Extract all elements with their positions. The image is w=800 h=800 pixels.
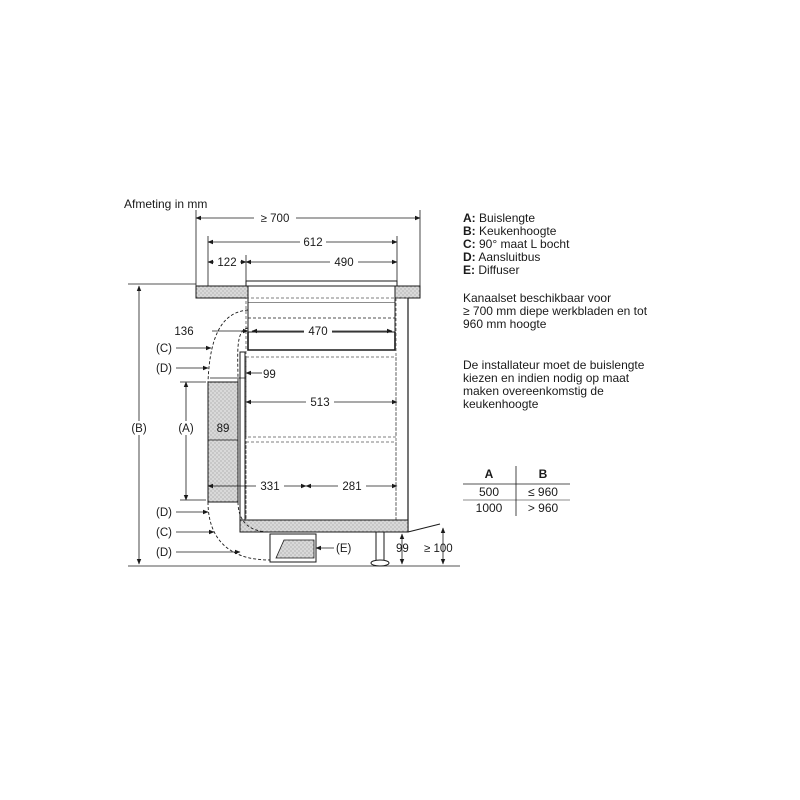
label-A: (A) bbox=[178, 423, 194, 435]
legend-item-A: A: Buislengte bbox=[463, 211, 536, 225]
dim-hob-body: 490 bbox=[334, 257, 354, 269]
legend-item-E: E: Diffuser bbox=[463, 263, 520, 277]
table-header-B: B bbox=[538, 467, 548, 481]
dim-duct-offset: 136 bbox=[174, 326, 194, 338]
label-D-bottom-2: (D) bbox=[156, 547, 172, 559]
label-B: (B) bbox=[131, 423, 147, 435]
dim-bottom-281: 281 bbox=[342, 481, 362, 493]
dim-duct-89: 89 bbox=[216, 423, 230, 435]
note-kanaalset bbox=[463, 291, 648, 331]
table-header-A: A bbox=[484, 467, 494, 481]
dim-hob-width: 612 bbox=[303, 237, 323, 249]
note-installateur-line-3: maken overeenkomstig de bbox=[463, 384, 604, 398]
label-C-top: (C) bbox=[156, 343, 172, 355]
cabinet-bottom-shelf bbox=[240, 520, 408, 532]
label-E: (E) bbox=[336, 543, 352, 555]
legend-item-C: C: 90° maat L bocht bbox=[463, 237, 570, 251]
note-kanaalset-line-1: Kanaalset beschikbaar voor bbox=[463, 291, 612, 305]
legend-item-B: B: Keukenhoogte bbox=[463, 224, 557, 238]
dim-bottom-331: 331 bbox=[260, 481, 280, 493]
note-kanaalset-line-3: 960 mm hoogte bbox=[463, 317, 547, 331]
hob-body bbox=[248, 286, 395, 303]
legend bbox=[463, 211, 570, 277]
dim-plinth-100: ≥ 100 bbox=[424, 543, 453, 555]
dim-unit-513: 513 bbox=[310, 397, 330, 409]
drawing-title: Afmeting in mm bbox=[124, 197, 208, 211]
label-D-top: (D) bbox=[156, 363, 172, 375]
note-kanaalset-line-2: ≥ 700 mm diepe werkbladen en tot bbox=[463, 304, 648, 318]
length-height-table bbox=[463, 466, 570, 516]
table-cell: 500 bbox=[478, 485, 500, 499]
duct-pipe bbox=[208, 382, 238, 502]
dim-depth-total: ≥ 700 bbox=[260, 213, 290, 225]
dim-plinth-99: 99 bbox=[396, 543, 409, 555]
dim-gap-99: 99 bbox=[263, 369, 276, 381]
note-installateur bbox=[463, 358, 645, 411]
dim-unit-470: 470 bbox=[308, 326, 328, 338]
note-installateur-line-4: keukenhoogte bbox=[463, 397, 539, 411]
legend-item-D: D: Aansluitbus bbox=[463, 250, 541, 264]
hob-glass bbox=[246, 281, 397, 286]
cabinet-leg bbox=[376, 532, 384, 562]
dim-offset-left: 122 bbox=[217, 257, 237, 269]
note-installateur-line-1: De installateur moet de buislengte bbox=[463, 358, 645, 372]
extension-lines bbox=[128, 210, 460, 566]
label-C-bottom: (C) bbox=[156, 527, 172, 539]
label-D-bottom-1: (D) bbox=[156, 507, 172, 519]
table-cell: 1000 bbox=[475, 501, 503, 515]
plinth-edge bbox=[408, 524, 440, 532]
note-installateur-line-2: kiezen en indien nodig op maat bbox=[463, 371, 630, 385]
table-cell: ≤ 960 bbox=[528, 485, 558, 499]
table-cell: > 960 bbox=[527, 501, 559, 515]
